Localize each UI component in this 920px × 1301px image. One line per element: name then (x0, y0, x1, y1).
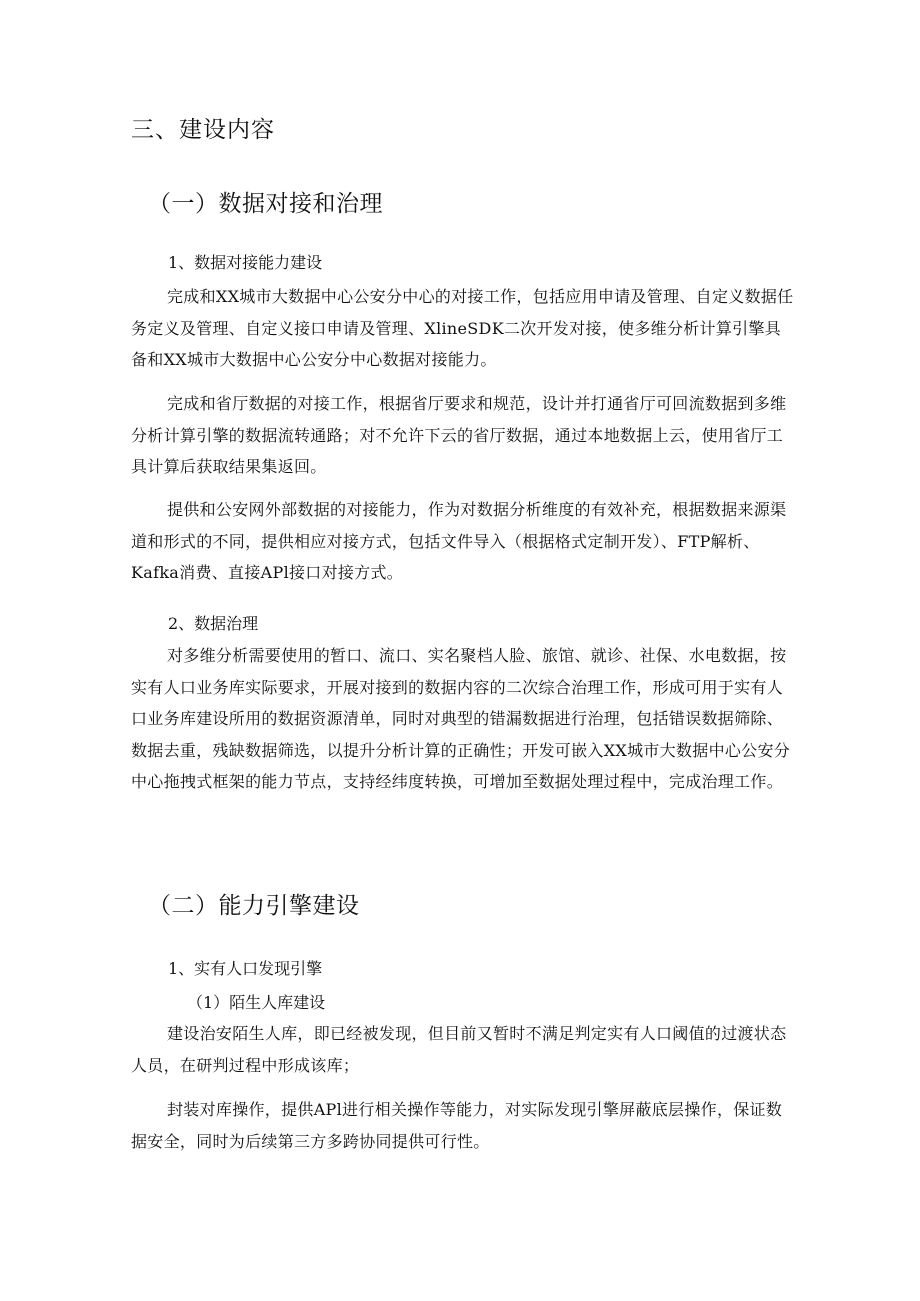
subsection-heading-2: （二）能力引擎建设 (148, 893, 360, 919)
paragraph-stranger-db-definition: 建设治安陌生人库，即已经被发现，但目前又暂时不满足判定实有人口阈值的过渡状态人员，在研判过程中形成该库； (131, 1024, 787, 1075)
item-heading-population-engine: 1、实有人口发现引擎 (168, 959, 323, 978)
paragraph-external-integration: 提供和公安网外部数据的对接能力，作为对数据分析维度的有效补充，根据数据来源渠道和形式的不同，提供相应对接方式，包括文件导入（根据格式定制开发）、FTP解析、Kafka消费、直接APl接口对接方式。 (131, 500, 787, 583)
section-heading: 三、建设内容 (131, 117, 275, 143)
subitem-heading-stranger-db: （1）陌生人库建设 (187, 993, 326, 1012)
item-heading-data-integration: 1、数据对接能力建设 (168, 253, 323, 272)
item-heading-data-governance: 2、数据治理 (168, 614, 259, 633)
paragraph-city-center-integration: 完成和XX城市大数据中心公安分中心的对接工作，包括应用申请及管理、自定义数据任务定义及管理、自定义接口申请及管理、XlineSDK二次开发对接，使多维分析计算引擎具备和XX城市大数据中心公安分中心数据对接能力。 (131, 287, 794, 370)
paragraph-data-governance: 对多维分析需要使用的暂口、流口、实名聚档人脸、旅馆、就诊、社保、水电数据，按实有人口业务库实际要求，开展对接到的数据内容的二次综合治理工作，形成可用于实有人口业务库建设所用的数据资源清单，同时对典型的错漏数据进行治理，包括错误数据筛除、数据去重，残缺数据筛选，以提升分析计算的正确性；开发可嵌入XX城市大数据中心公安分中心拖拽式框架的能力节点，支持经纬度转换，可增加至数据处理过程中，完成治理工作。 (131, 646, 791, 792)
subsection-heading-1: （一）数据对接和治理 (148, 191, 383, 217)
paragraph-provincial-integration: 完成和省厅数据的对接工作，根据省厅要求和规范，设计并打通省厅可回流数据到多维分析计算引擎的数据流转通路；对不允许下云的省厅数据，通过本地数据上云，使用省厅工具计算后获取结果集返回。 (131, 394, 787, 477)
paragraph-stranger-db-api: 封装对库操作，提供APl进行相关操作等能力，对实际发现引擎屏蔽底层操作，保证数据安全，同时为后续第三方多跨协同提供可行性。 (131, 1100, 783, 1151)
